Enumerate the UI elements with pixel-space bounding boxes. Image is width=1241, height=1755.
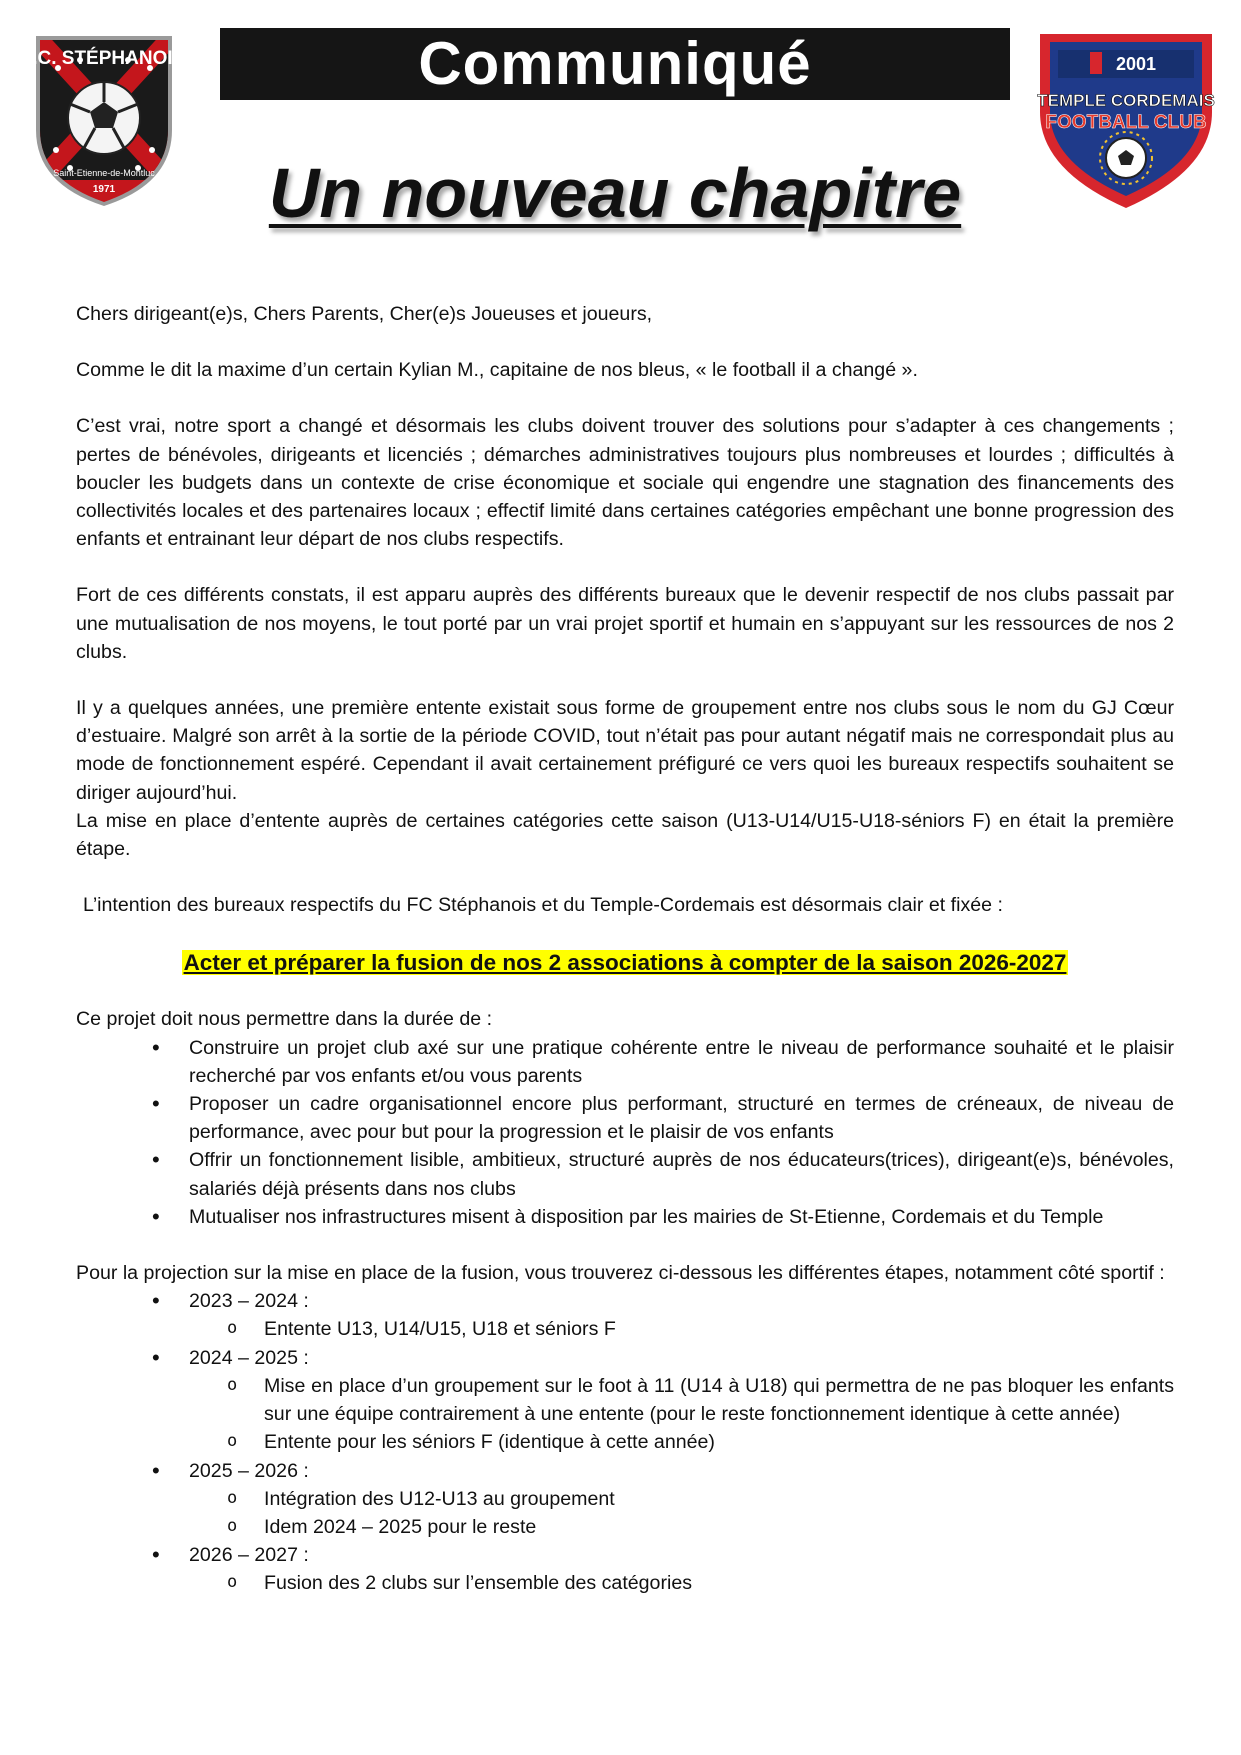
- temple-cordemais-logo: [1032, 20, 1220, 210]
- timeline-season: [76, 1287, 1174, 1343]
- season-label: 2024 – 2025 :: [189, 1346, 309, 1369]
- season-steps: [189, 1569, 1174, 1597]
- logo-left-year: 1971: [92, 184, 116, 195]
- football-crest-icon: [26, 20, 182, 206]
- paragraph-6: L’intention des bureaux respectifs du FC Stéphanois et du Temple-Cordemais est désormais clair et fixée :: [83, 894, 1003, 917]
- list-item: • Mutualiser nos infrastructures misent à disposition par les mairies de St-Etienne, Cordemais et du Temple: [76, 1203, 1174, 1231]
- logo-left-name: F.C. STÉPHANOIS: [26, 48, 182, 69]
- football-shield-icon: [1032, 20, 1220, 210]
- greeting: Chers dirigeant(e)s, Chers Parents, Cher(e)s Joueuses et joueurs,: [76, 303, 653, 325]
- paragraph-8: Pour la projection sur la mise en place de la fusion, vous trouverez ci-dessous les différentes étapes, notamment côté sportif :: [76, 1262, 1165, 1285]
- logo-right-line1: TEMPLE CORDEMAIS: [1037, 91, 1215, 110]
- fusion-highlight: Acter et préparer la fusion de nos 2 associations à compter de la saison 2026-2027: [183, 950, 1067, 976]
- list-item: • Proposer un cadre organisationnel encore plus performant, structuré en termes de créneaux, de niveau de performance, avec pour but pour la progression et le plaisir de vos enfants: [76, 1090, 1174, 1146]
- season-steps: [189, 1315, 1174, 1343]
- paragraph-2: C’est vrai, notre sport a changé et désormais les clubs doivent trouver des solutions pour s’adapter à ces changements ; pertes de bénévoles, dirigeants et licenciés ; démarches administratives toujours plus nombreuses et lourdes ; difficultés à boucler les budgets dans un contexte de crise économique et sociale qui engendre une stagnation des financements des collectivités locales et des partenaires locaux ; effectif limité dans certaines catégories empêchant une bonne progression des enfants et entrainant leur départ de nos clubs respectifs.: [76, 415, 1174, 551]
- paragraph-3: Fort de ces différents constats, il est apparu auprès des différents bureaux que le devenir respectif de nos clubs passait par une mutualisation de nos moyens, le tout porté par un vrai projet sportif et humain en s’appuyant sur les ressources de nos 2 clubs.: [76, 584, 1174, 663]
- list-item: • Construire un projet club axé sur une pratique cohérente entre le niveau de performance souhaité et le plaisir recherché par vos enfants et/ou vous parents: [76, 1034, 1174, 1090]
- timeline-list: [76, 1287, 1174, 1597]
- list-item: • Offrir un fonctionnement lisible, ambitieux, structuré auprès de nos éducateurs(trices), dirigeant(e)s, bénévoles, salariés déjà présents dans nos clubs: [76, 1146, 1174, 1202]
- logo-right-line2: FOOTBALL CLUB: [1045, 112, 1207, 133]
- paragraph-1: Comme le dit la maxime d’un certain Kylian M., capitaine de nos bleus, « le football il a changé ».: [76, 359, 918, 382]
- logo-left-subtitle: Saint-Etienne-de-Montluc: [53, 168, 155, 178]
- timeline-season: [76, 1541, 1174, 1597]
- season-steps: [189, 1485, 1174, 1541]
- logo-right-year: 2001: [1115, 54, 1157, 74]
- list-item: o Mise en place d’un groupement sur le foot à 11 (U14 à U18) qui permettra de ne pas bloquer les enfants sur une équipe contrairement à une entente (pour le reste fonctionnement identique à cette année): [189, 1372, 1174, 1428]
- paragraph-7: Ce projet doit nous permettre dans la durée de :: [76, 1008, 493, 1031]
- timeline-season: [76, 1344, 1174, 1457]
- season-label: 2025 – 2026 :: [189, 1459, 309, 1482]
- list-item: o Intégration des U12-U13 au groupement: [189, 1485, 1174, 1513]
- season-steps: [189, 1372, 1174, 1457]
- timeline-season: [76, 1457, 1174, 1542]
- season-label: 2026 – 2027 :: [189, 1544, 309, 1567]
- letter-body: [76, 300, 1174, 1626]
- fusion-announcement: [76, 947, 1174, 979]
- season-label: 2023 – 2024 :: [189, 1290, 309, 1313]
- list-item: o Entente pour les séniors F (identique à cette année): [189, 1428, 1174, 1456]
- paragraph-4: Il y a quelques années, une première entente existait sous forme de groupement entre nos clubs sous le nom du GJ Cœur d’estuaire. Malgré son arrêt à la sortie de la période COVID, tout n’était pas pour autant négatif mais ne correspondait plus au mode de fonctionnement espéré. Cependant il avait certainement préfiguré ce vers quoi les bureaux respectifs souhaitent se diriger aujourd’hui.: [76, 697, 1174, 804]
- page-title: Un nouveau chapitre: [268, 154, 962, 232]
- list-item: o Idem 2024 – 2025 pour le reste: [189, 1513, 1174, 1541]
- list-item: o Entente U13, U14/U15, U18 et séniors F: [189, 1315, 1174, 1343]
- goals-list: [76, 1034, 1174, 1231]
- paragraph-5: La mise en place d’entente auprès de certaines catégories cette saison (U13-U14/U15-U18-séniors F) en était la première étape.: [76, 809, 1174, 861]
- list-item: o Fusion des 2 clubs sur l’ensemble des catégories: [189, 1569, 1174, 1597]
- communique-banner: Communiqué: [220, 28, 1010, 100]
- fc-stephanois-logo: [26, 20, 182, 206]
